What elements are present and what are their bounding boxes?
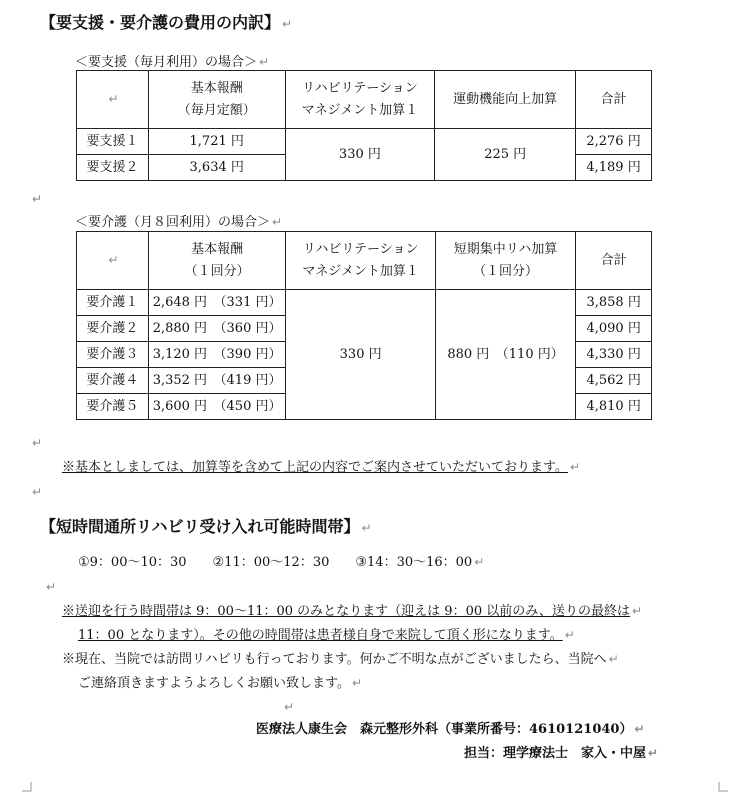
paragraph-mark: ↵ [32, 436, 43, 450]
header-base-fee: 基本報酬 （１回分） [148, 232, 286, 290]
header-exercise-addon: 運動機能向上加算 [435, 71, 576, 129]
row-label: 要介護４ [77, 368, 149, 394]
addon-fee-cell: 880 円 （110 円） [435, 290, 576, 420]
total-cell: 4,330 円 [576, 342, 652, 368]
base-fee-cell: 3,120 円 （390 円） [148, 342, 286, 368]
base-fee-cell: 3,634 円 [148, 155, 285, 181]
section-title-time-slots: 【短時間通所リハビリ受け入れ可能時間帯】 ↵ [40, 517, 372, 536]
row-label: 要介護２ [77, 316, 149, 342]
total-cell: 4,562 円 [576, 368, 652, 394]
header-total: 合計 [576, 71, 652, 129]
contact-person: 担当：理学療法士 家入・中屋 ↵ [464, 746, 659, 761]
paragraph-mark: ↵ [32, 192, 43, 206]
base-fee-cell: 1,721 円 [148, 129, 285, 155]
header-rehab-management: リハビリテーション マネジメント加算１ [285, 71, 435, 129]
rehab-fee-cell: 330 円 [286, 290, 435, 420]
row-label: 要介護１ [77, 290, 149, 316]
addon-fee-cell: 225 円 [435, 129, 576, 181]
total-cell: 4,189 円 [576, 155, 652, 181]
table-row [77, 129, 652, 155]
row-label: 要支援１ [77, 129, 149, 155]
transport-note-line2: 11：00 となります）。その他の時間帯は患者様自身で来院して頂く形になります。 ↵ [78, 628, 575, 643]
time-slots: ①9：00～10：30 ②11：00～12：30 ③14：30～16：00 ↵ [78, 555, 485, 570]
transport-note-line1: ※送迎を行う時間帯は 9：00～11：00 のみとなります（迎えは 9：00 以前のみ、送りの最終は ↵ [62, 604, 643, 619]
base-fee-cell: 2,648 円 （331 円） [148, 290, 286, 316]
page-corner-mark-left [22, 782, 32, 792]
section-title-costs: 【要支援・要介護の費用の内訳】 ↵ [40, 13, 293, 32]
header-total: 合計 [576, 232, 652, 290]
support-caption: ＜要支援（毎月利用）の場合＞ ↵ [75, 55, 270, 70]
visit-rehab-note-line2: ご連絡頂きますようよろしくお願い致します。 ↵ [78, 676, 363, 691]
base-fee-cell: 2,880 円 （360 円） [148, 316, 286, 342]
table-row [77, 290, 652, 316]
row-label: 要支援２ [77, 155, 149, 181]
header-intensive-addon: 短期集中リハ加算 （１回分） [435, 232, 576, 290]
header-empty: ↵ [77, 232, 149, 290]
row-label: 要介護５ [77, 394, 149, 420]
paragraph-mark: ↵ [46, 580, 57, 594]
base-fee-cell: 3,600 円 （450 円） [148, 394, 286, 420]
header-base-fee: 基本報酬 （毎月定額） [148, 71, 285, 129]
rehab-fee-cell: 330 円 [285, 129, 435, 181]
total-cell: 4,810 円 [576, 394, 652, 420]
page-corner-mark-right [718, 782, 728, 792]
clinic-info: 医療法人康生会 森元整形外科（事業所番号：4610121040） ↵ [256, 722, 645, 737]
care-caption: ＜要介護（月８回利用）の場合＞ ↵ [75, 215, 283, 230]
care-cost-table [76, 231, 652, 420]
base-fee-cell: 3,352 円 （419 円） [148, 368, 286, 394]
support-cost-table [76, 70, 652, 181]
paragraph-mark: ↵ [32, 485, 43, 499]
paragraph-mark: ↵ [284, 700, 295, 714]
header-empty: ↵ [77, 71, 149, 129]
total-cell: 4,090 円 [576, 316, 652, 342]
total-cell: 3,858 円 [576, 290, 652, 316]
visit-rehab-note-line1: ※現在、当院では訪問リハビリも行っております。何かご不明な点がございましたら、当院へ ↵ [62, 652, 619, 667]
cost-note: ※基本としましては、加算等を含めて上記の内容でご案内させていただいております。 ↵ [62, 460, 581, 475]
header-rehab-management: リハビリテーション マネジメント加算１ [286, 232, 435, 290]
row-label: 要介護３ [77, 342, 149, 368]
total-cell: 2,276 円 [576, 129, 652, 155]
